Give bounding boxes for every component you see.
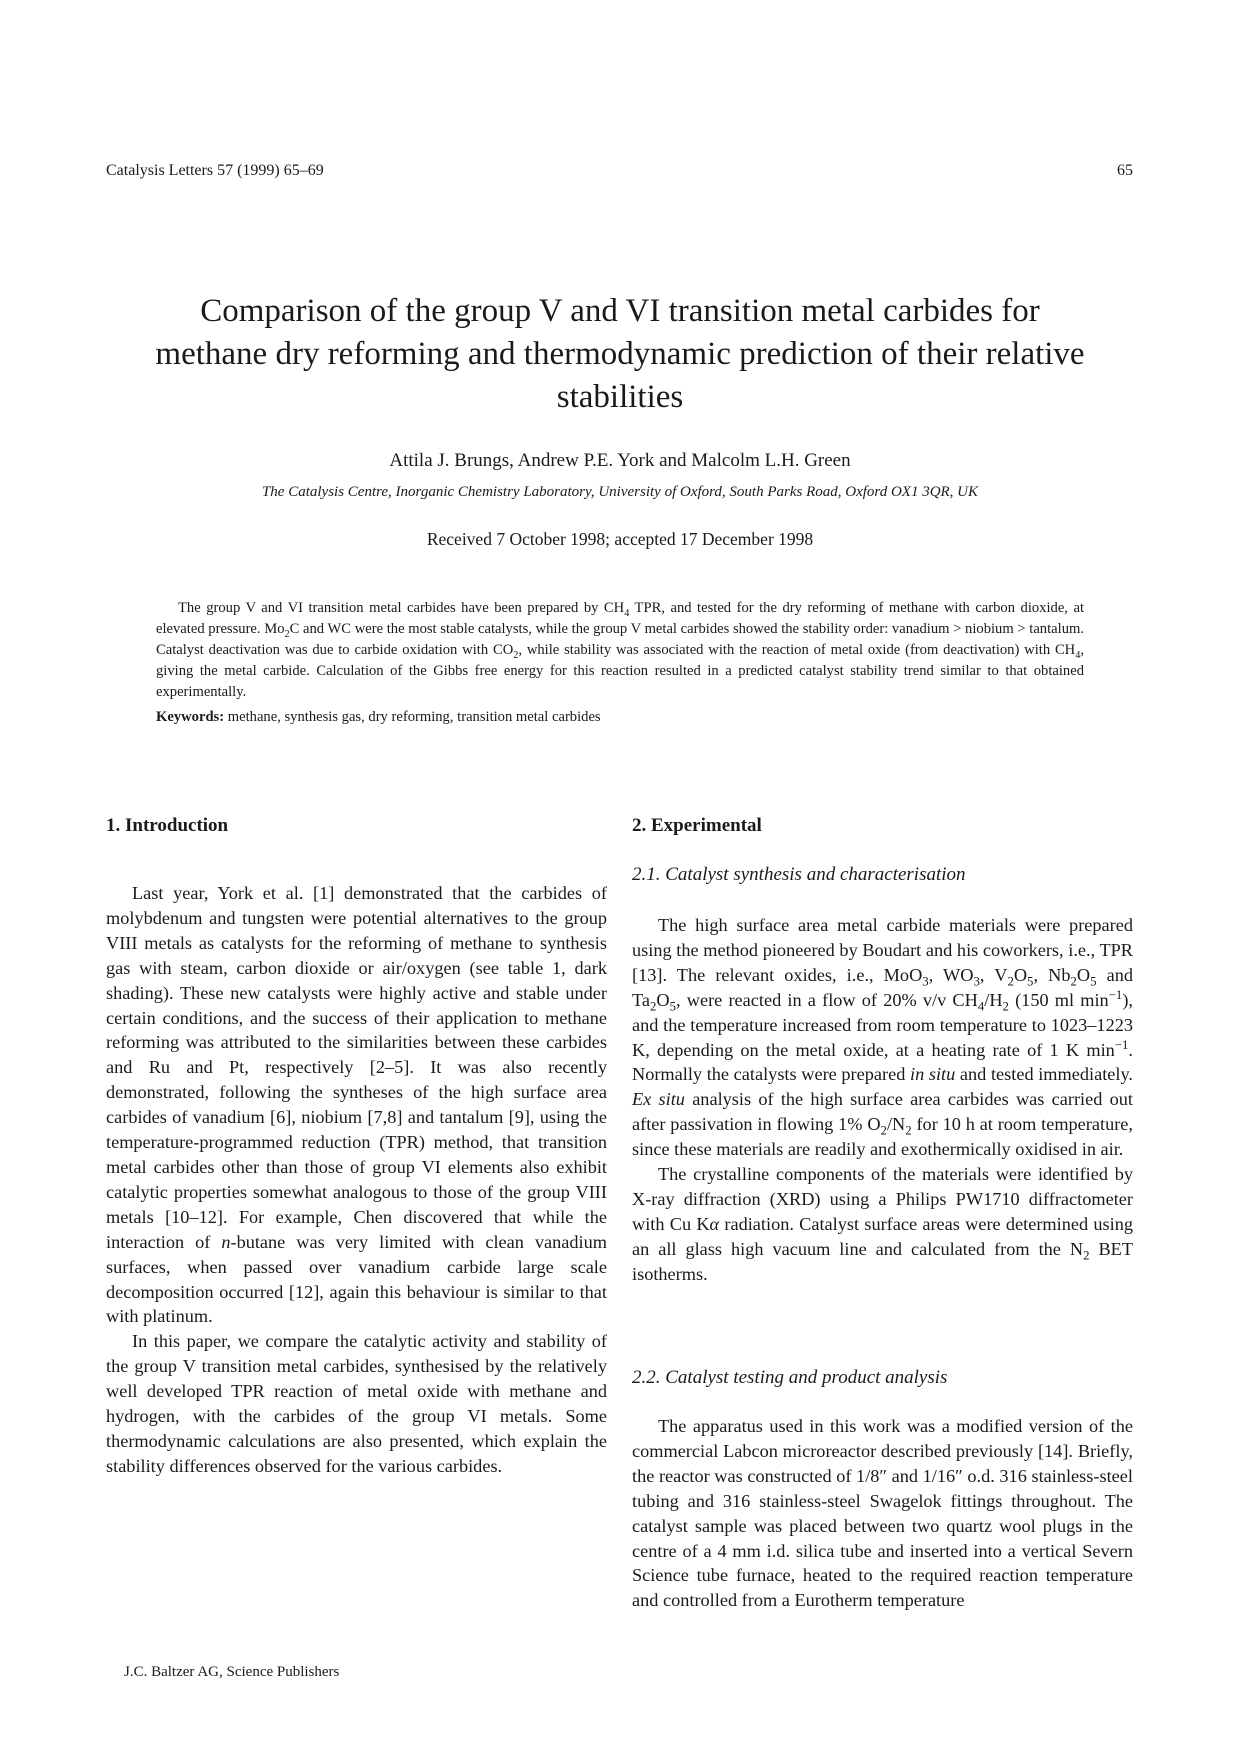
introduction-body	[106, 881, 607, 1479]
authors: Attila J. Brungs, Andrew P.E. York and Malcolm L.H. Green	[389, 450, 851, 471]
affiliation: The Catalysis Centre, Inorganic Chemistry Laboratory, University of Oxford, South Parks Road, Oxford OX1 3QR, UK	[261, 484, 979, 500]
keywords-text: methane, synthesis gas, dry reforming, transition metal carbides	[224, 709, 601, 725]
journal-reference: Catalysis Letters 57 (1999) 65–69	[106, 162, 324, 179]
article-title: Comparison of the group V and VI transition metal carbides for methane dry reforming and thermodynamic prediction of their relative stabilities	[155, 293, 1085, 415]
paragraph: In this paper, we compare the catalytic activity and stability of the group V transition metal carbides, synthesised by the relatively well developed TPR reaction of metal oxide with methane and hydrogen, with the carbides of the group VI metals. Some thermodynamic calculations are also presented, which explain the stability differences observed for the various carbides.	[106, 1331, 607, 1476]
abstract: The group V and VI transition metal carbides have been prepared by $CH_4$ TPR, and tested for the dry reforming of methane with carbon dioxide, at elevated pressure. $Mo_2C$ and WC were the most stable catalysts, while the group V metal carbides showed the stability order: vanadium > niobium > tantalum. Catalyst deactivation was due to carbide oxidation with $CO_2$, while stability was associated with the reaction of metal oxide (from deactivation) with $CH_4$, giving the metal carbide. Calculation of the Gibbs free energy for this reaction resulted in a predicted catalyst stability trend similar to that obtained experimentally.	[156, 600, 1084, 700]
subsection-heading-2-1: 2.1. Catalyst synthesis and characterisation	[632, 864, 966, 885]
publisher-footer: J.C. Baltzer AG, Science Publishers	[124, 1664, 340, 1680]
received-dates: Received 7 October 1998; accepted 17 December 1998	[426, 529, 814, 549]
catalyst-synthesis-body	[632, 913, 1133, 1287]
section-heading-experimental: 2. Experimental	[632, 815, 762, 836]
catalyst-testing-body	[632, 1414, 1133, 1613]
keywords	[156, 709, 1084, 726]
paragraph: The apparatus used in this work was a modified version of the commercial Labcon microreactor described previously [14]. Briefly, the reactor was constructed of 1/8″ and 1/16″ o.d. 316 stainless-steel tubing and 316 stainless-steel Swagelok fittings throughout. The catalyst sample was placed between two quartz wool plugs in the centre of a 4 mm i.d. silica tube and inserted into a vertical Severn Science tube furnace, heated to the required reaction temperature and controlled from a Eurotherm temperature	[632, 1416, 1133, 1611]
keywords-label: Keywords:	[156, 709, 225, 725]
paragraph: The crystalline components of the materials were identified by X-ray diffraction (XRD) using a Philips PW1710 diffractometer with Cu Kα radiation. Catalyst surface areas were determined using an all glass high vacuum line and calculated from the $N_2$ BET isotherms.	[632, 1164, 1133, 1284]
page-number: 65	[1117, 162, 1133, 179]
subsection-heading-2-2: 2.2. Catalyst testing and product analysis	[632, 1367, 948, 1388]
section-heading-introduction: 1. Introduction	[106, 815, 229, 836]
paragraph: The high surface area metal carbide materials were prepared using the method pioneered by Boudart and his coworkers, i.e., TPR [13]. The relevant oxides, i.e., MoO$_3$, $WO_3$, $V_2O_5$, $Nb_2O_5$ and $Ta_2O_5$, were reacted in a flow of 20% v/v $CH_4/H_2$ (150 ml $\min^{-1}$), and the temperature increased from room temperature to 1023–1223 K, depending on the metal oxide, at a heating rate of 1 K $\min^{-1}$. Normally the catalysts were prepared in situ and tested immediately. Ex situ analysis of the high surface area carbides was carried out after passivation in flowing 1% $O_2/N_2$ for 10 h at room temperature, since these materials are readily and exothermically oxidised in air.	[632, 915, 1133, 1160]
paragraph: Last year, York et al. [1] demonstrated that the carbides of molybdenum and tungsten were potential alternatives to the group VIII metals as catalysts for the reforming of methane to synthesis gas with steam, carbon dioxide or air/oxygen (see table 1, dark shading). These new catalysts were highly active and stable under certain conditions, and the success of their application to methane reforming was attributed to the similarities between these carbides and Ru and Pt, respectively [2–5]. It was also recently demonstrated, following the syntheses of the high surface area carbides of vanadium [6], niobium [7,8] and tantalum [9], using the temperature-programmed reduction (TPR) method, that transition metal carbides other than those of group VI elements also exhibit catalytic properties somewhat analogous to those of the group VIII metals [10–12]. For example, Chen discovered that while the interaction of n-butane was very limited with clean vanadium surfaces, when passed over vanadium carbide large scale decomposition occurred [12], again this behaviour is similar to that with platinum.	[106, 883, 607, 1327]
